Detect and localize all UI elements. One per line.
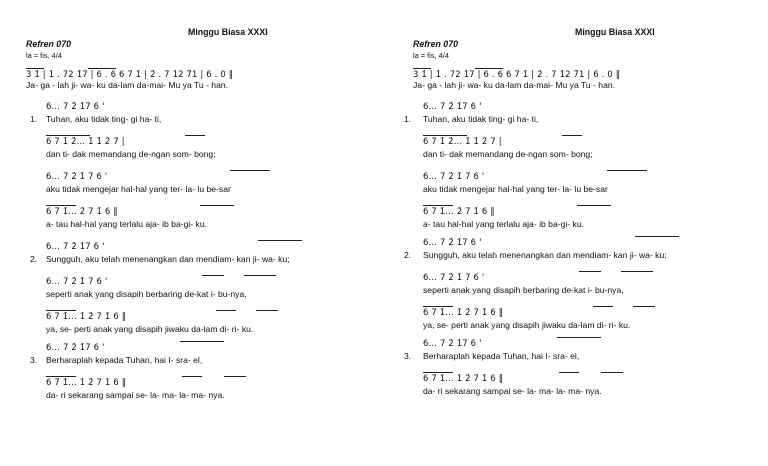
verse-1-notes-3: 6... 7 2̇ 1̇ 7 6 ' [46,171,108,181]
verse-3-number: 3. [30,355,38,365]
verse-2-notes-3: 6 7 1̇... 1̇ 2̇ 7 1̇ 6 ‖ [46,311,127,321]
verse-1-notes-4: 6 7 1̇... 2̇ 7 1̇ 6 ‖ [423,206,495,216]
verse-3-notes-2: 6 7 1̇... 1̇ 2̇ 7 1̇ 6 ‖ [46,377,127,387]
refren-label: Refren 070 [26,39,71,49]
verse-3-lyrics-1: Berharaplah kepada Tuhan, hai I- sra- el, [46,355,203,365]
verse-1-lyrics-1: Tuhan, aku tidak ting- gi ha- ti, [46,114,162,124]
verse-1-lyrics-3: aku tidak mengejar hal-hal yang ter- la- lu be-sar [423,184,608,194]
verse-2-notes-3: 6 7 1̇... 1̇ 2̇ 7 1̇ 6 ‖ [423,307,504,317]
verse-1-notes-1: 6... 7 2̇ 1̇7 6 ' [423,101,482,111]
verse-2-lyrics-1: Sungguh, aku telah menenangkan dan mendiam- kan ji- wa- ku; [46,254,290,264]
verse-2-number: 2. [30,254,38,264]
verse-1-notes-2: 6 7 1̇ 2̇... 1̇ 1̇ 2̇ 7 | [46,136,125,146]
verse-2-lyrics-3: ya, se- perti anak yang disapih jiwaku da-lam di- ri- ku. [423,320,631,330]
verse-1-number: 1. [404,114,412,124]
verse-2-lyrics-3: ya, se- perti anak yang disapih jiwaku da-lam di- ri- ku. [46,324,254,334]
verse-1-notes-1: 6... 7 2̇ 1̇7 6 ' [46,101,105,111]
verse-1-lyrics-1: Tuhan, aku tidak ting- gi ha- ti, [423,114,539,124]
verse-3-lyrics-2: da- ri sekarang sampai se- la- ma- la- ma- nya. [46,390,225,400]
verse-1-notes-3: 6... 7 2̇ 1̇ 7 6 ' [423,171,485,181]
refren-label: Refren 070 [413,39,458,49]
verse-1-lyrics-3: aku tidak mengejar hal-hal yang ter- la- lu be-sar [46,184,231,194]
verse-3-lyrics-2: da- ri sekarang sampai se- la- ma- la- ma- nya. [423,386,602,396]
verse-2-lyrics-2: seperti anak yang disapih berbaring de-kat i- bu-nya, [46,289,247,299]
verse-1-lyrics-4: a- tau hal-hal yang terlalu aja- ib ba-gi- ku. [46,219,207,229]
verse-3-notes-1: 6... 7 2̇ 1̇7 6 ' [46,342,105,352]
verse-3-number: 3. [404,351,412,361]
verse-2-notes-1: 6... 7 2̇ 1̇7 6 ' [423,237,482,247]
verse-1-number: 1. [30,114,38,124]
refren-notes: 3 1̇ | 1̇ . 72 1̇7 | 6 . 6 6 7 1̇ | 2̇ . 7 1̇2 7̇1 | 6 . 0 ‖ [413,69,621,79]
verse-2-lyrics-2: seperti anak yang disapih berbaring de-kat i- bu-nya, [423,285,624,295]
refren-lyrics: Ja- ga - lah ji- wa- ku da-lam da-mai- Mu ya Tu - han. [413,80,616,90]
verse-2-notes-1: 6... 7 2̇ 1̇7 6 ' [46,241,105,251]
refren-notes: 3 1̇ | 1̇ . 72 1̇7 | 6 . 6 6 7 1̇ | 2̇ . 7 1̇2 7̇1 | 6 . 0 ‖ [26,69,234,79]
verse-3-lyrics-1: Berharaplah kepada Tuhan, hai I- sra- el, [423,351,580,361]
key-signature: la = fis, 4/4 [26,51,62,60]
page-title: Minggu Biasa XXXI [188,27,268,37]
verse-3-notes-1: 6... 7 2̇ 1̇7 6 ' [423,338,482,348]
refren-lyrics: Ja- ga - lah ji- wa- ku da-lam da-mai- Mu ya Tu - han. [26,80,229,90]
verse-1-notes-4: 6 7 1̇... 2̇ 7 1̇ 6 ‖ [46,206,118,216]
key-signature: la = fis, 4/4 [413,51,449,60]
verse-3-notes-2: 6 7 1̇... 1̇ 2̇ 7 1̇ 6 ‖ [423,373,504,383]
verse-1-lyrics-2: dan ti- dak memandang de-ngan som- bong; [46,149,216,159]
verse-2-lyrics-1: Sungguh, aku telah menenangkan dan mendiam- kan ji- wa- ku; [423,250,667,260]
song-sheet-right [384,0,768,466]
page-title: Minggu Biasa XXXI [575,27,655,37]
verse-2-notes-2: 6... 7 2̇ 1̇ 7 6 ' [46,276,108,286]
verse-1-notes-2: 6 7 1̇ 2̇... 1̇ 1̇ 2̇ 7 | [423,136,502,146]
verse-2-notes-2: 6... 7 2̇ 1̇ 7 6 ' [423,272,485,282]
verse-1-lyrics-2: dan ti- dak memandang de-ngan som- bong; [423,149,593,159]
verse-2-number: 2. [404,250,412,260]
verse-1-lyrics-4: a- tau hal-hal yang terlalu aja- ib ba-gi- ku. [423,219,584,229]
